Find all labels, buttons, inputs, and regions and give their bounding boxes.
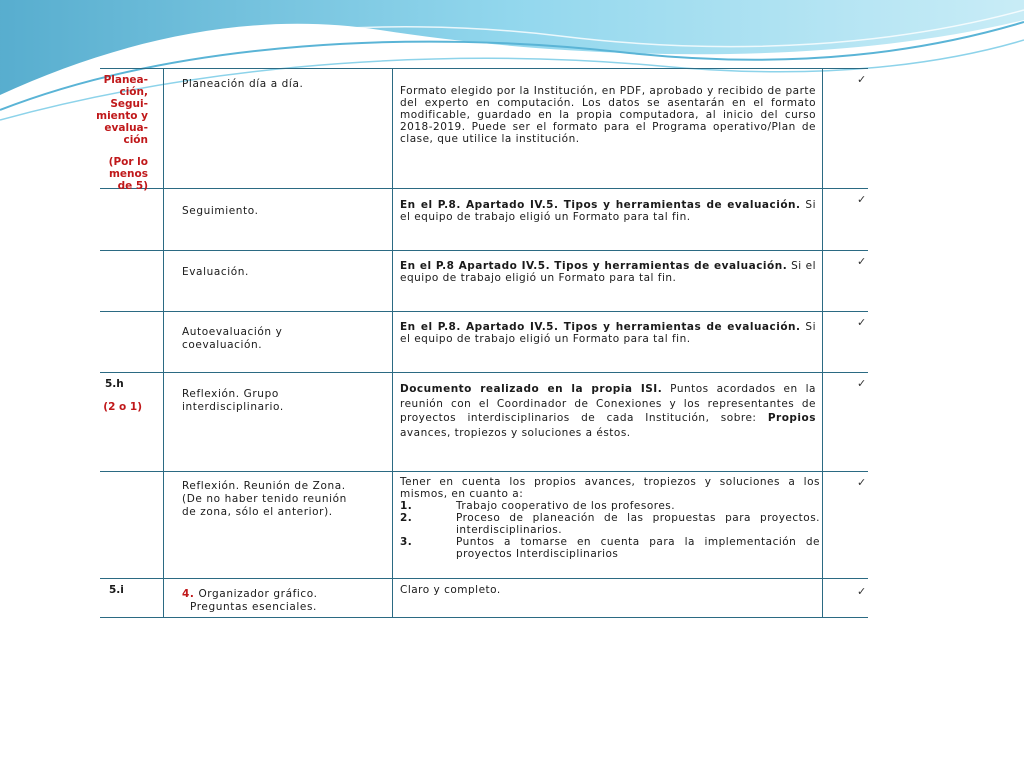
row-description: Claro y completo.	[400, 584, 501, 596]
table-rule	[100, 617, 868, 618]
table-divider	[822, 68, 823, 618]
list-intro: Tener en cuenta los propios avances, tropiezos y soluciones a los mismos, en cuanto a:	[400, 476, 820, 500]
table-rule	[100, 372, 868, 373]
row-label: Reflexión. Grupo interdisciplinario.	[182, 388, 284, 413]
check-icon: ✓	[857, 193, 867, 206]
row-description: En el P.8. Apartado IV.5. Tipos y herramientas de evaluación. Si el equipo de trabajo eligió un Formato para tal fin.	[400, 321, 816, 345]
table-rule	[100, 471, 868, 472]
row-description: Formato elegido por la Institución, en PDF, aprobado y recibido de parte del experto en computación. Los datos se asentarán en el formato modificable, guardado en la propia computadora, al inicio del curso 2018-2019. Puede ser el formato para el Programa operativo/Plan de clase, que utilice la institución.	[400, 85, 816, 145]
row-label: Evaluación.	[182, 266, 249, 278]
list-item: 1. Trabajo cooperativo de los profesores.	[400, 500, 676, 512]
list-item: 2. Proceso de planeación de las propuestas para proyectos. interdisciplinarios.	[400, 512, 820, 536]
check-icon: ✓	[857, 316, 867, 329]
table-rule	[100, 250, 868, 251]
check-icon: ✓	[857, 255, 867, 268]
check-icon: ✓	[857, 585, 867, 598]
table-divider	[392, 68, 393, 618]
row-label: Planeación día a día.	[182, 78, 304, 90]
row-label: Reflexión. Reunión de Zona. (De no haber tenido reunión de zona, sólo el anterior).	[182, 480, 347, 518]
section-number: 5.i	[109, 584, 124, 596]
check-icon: ✓	[857, 73, 867, 86]
row-label: Seguimiento.	[182, 205, 259, 217]
row-description: En el P.8. Apartado IV.5. Tipos y herramientas de evaluación. Si el equipo de trabajo eligió un Formato para tal fin.	[400, 199, 816, 223]
table-rule	[100, 578, 868, 579]
count-note: (2 o 1)	[103, 401, 142, 413]
table-rule	[100, 311, 868, 312]
evaluation-table	[96, 68, 868, 618]
table-rule	[100, 188, 868, 189]
table-rule	[100, 68, 868, 69]
row-label: Autoevaluación y coevaluación.	[182, 326, 283, 351]
row-description: En el P.8 Apartado IV.5. Tipos y herramientas de evaluación. Si el equipo de trabajo eligió un Formato para tal fin.	[400, 260, 816, 284]
row-label: 4. Organizador gráfico. Preguntas esenciales.	[182, 588, 318, 613]
section-number: 5.h	[105, 378, 124, 390]
row-description	[400, 476, 820, 560]
table-divider	[163, 68, 164, 618]
criteria-label: Planea- ción, Segui- miento y evalua- ción (Por lo menos de 5)	[96, 74, 148, 192]
list-item: 3. Puntos a tomarse en cuenta para la implementación de proyectos Interdisciplinarios	[400, 536, 820, 560]
row-description: Documento realizado en la propia ISI. Puntos acordados en la reunión con el Coordinador de Conexiones y los representantes de proyectos interdisciplinarios de cada Institución, sobre: Propios avances, tropiezos y soluciones a éstos.	[400, 383, 816, 439]
check-icon: ✓	[857, 377, 867, 390]
check-icon: ✓	[857, 476, 867, 489]
